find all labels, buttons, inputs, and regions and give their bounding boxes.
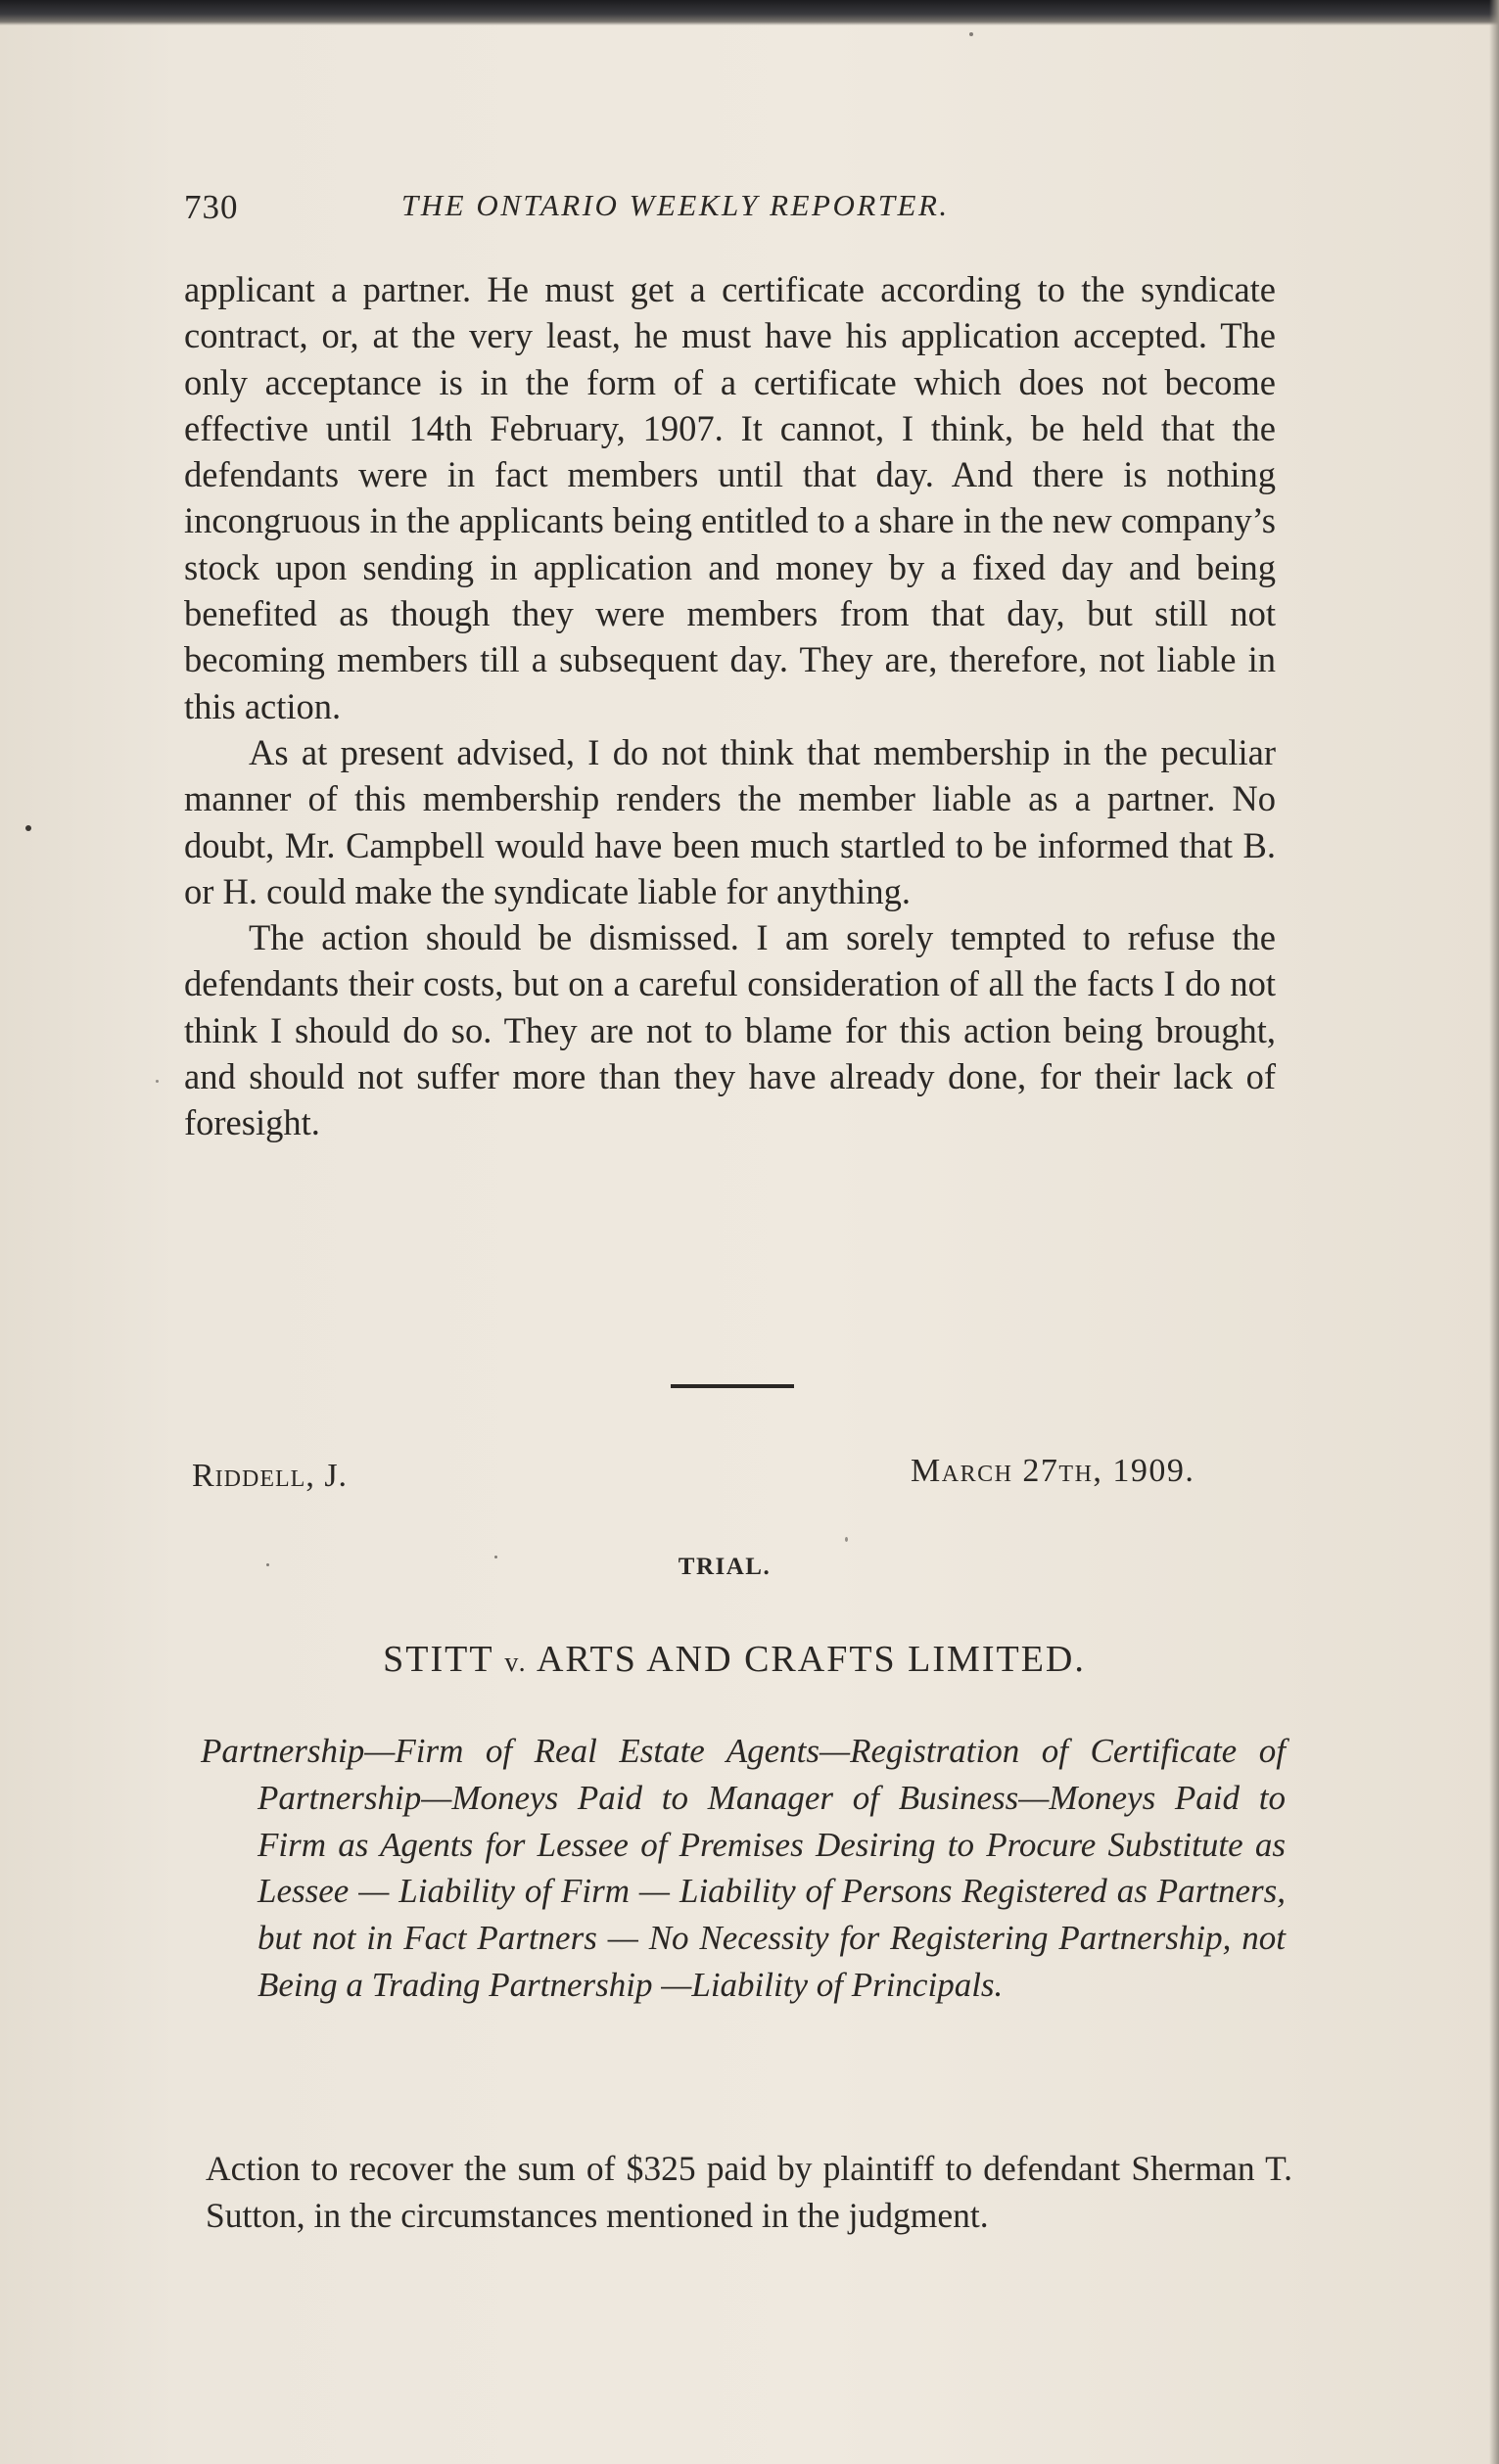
decision-date: March 27th, 1909. xyxy=(911,1453,1195,1489)
print-speck xyxy=(156,1080,159,1083)
print-speck xyxy=(25,825,31,831)
judgment-text xyxy=(184,266,1276,1146)
headnote: Partnership—Firm of Real Estate Agents—Registration of Certificate of Partnership—Moneys Paid to Manager of Business—Moneys Paid to Firm as Agents for Lessee of Premises Desiring to Procure Substitute as Lessee — Liability of Firm — Liability of Persons Registered as Partners, but not in Fact Partners — No Necessity for Registering Partnership, not Being a Trading Partnership —Liability of Principals. xyxy=(201,1732,1286,2004)
paragraph-3: The action should be dismissed. I am sorely tempted to refuse the defendants their costs, but on a careful consideration of all the facts I do not think I should do so. They are not to blame for this action being brought, and should not suffer more than they have already done, for their lack of foresight. xyxy=(184,917,1276,1143)
action-summary: Action to recover the sum of $325 paid by plaintiff to defendant Sherman T. Sutton, in the circumstances mentioned in the judgment. xyxy=(206,2149,1292,2235)
page-number: 730 xyxy=(184,188,239,226)
page-right-edge xyxy=(1489,0,1499,2464)
running-title: THE ONTARIO WEEKLY REPORTER. xyxy=(401,188,950,222)
defendant-name: ARTS AND CRAFTS LIMITED. xyxy=(536,1639,1086,1680)
print-speck xyxy=(969,32,973,36)
judge-name: Riddell, J. xyxy=(192,1458,349,1494)
plaintiff-name: STITT xyxy=(383,1639,493,1680)
versus-label: v. xyxy=(504,1648,528,1678)
paragraph-1: applicant a partner. He must get a certificate according to the syndicate contract, or, at the very least, he must have his application accepted. The only acceptance is in the form of a certificate which does not become effective until 14th February, 1907. It cannot, I think, be held that the defendants were in fact members until that day. And there is nothing incongruous in the applicants being entitled to a share in the new company’s stock upon sending in application and money by a fixed day and being benefited as though they were members from that day, but still not becoming members till a subsequent day. They are, therefore, not liable in this action. xyxy=(184,269,1276,726)
print-speck xyxy=(266,1563,269,1566)
case-title xyxy=(0,1638,1469,1681)
paragraph-2: As at present advised, I do not think that membership in the peculiar manner of this membership renders the member liable as a partner. No doubt, Mr. Campbell would have been much startled to be informed that B. or H. could make the syndicate liable for anything. xyxy=(184,731,1276,911)
print-speck xyxy=(494,1556,497,1558)
print-speck xyxy=(845,1537,848,1542)
section-divider xyxy=(671,1384,794,1388)
page-top-edge xyxy=(0,0,1499,25)
court-label: TRIAL. xyxy=(678,1554,772,1580)
page-header xyxy=(184,188,1290,237)
